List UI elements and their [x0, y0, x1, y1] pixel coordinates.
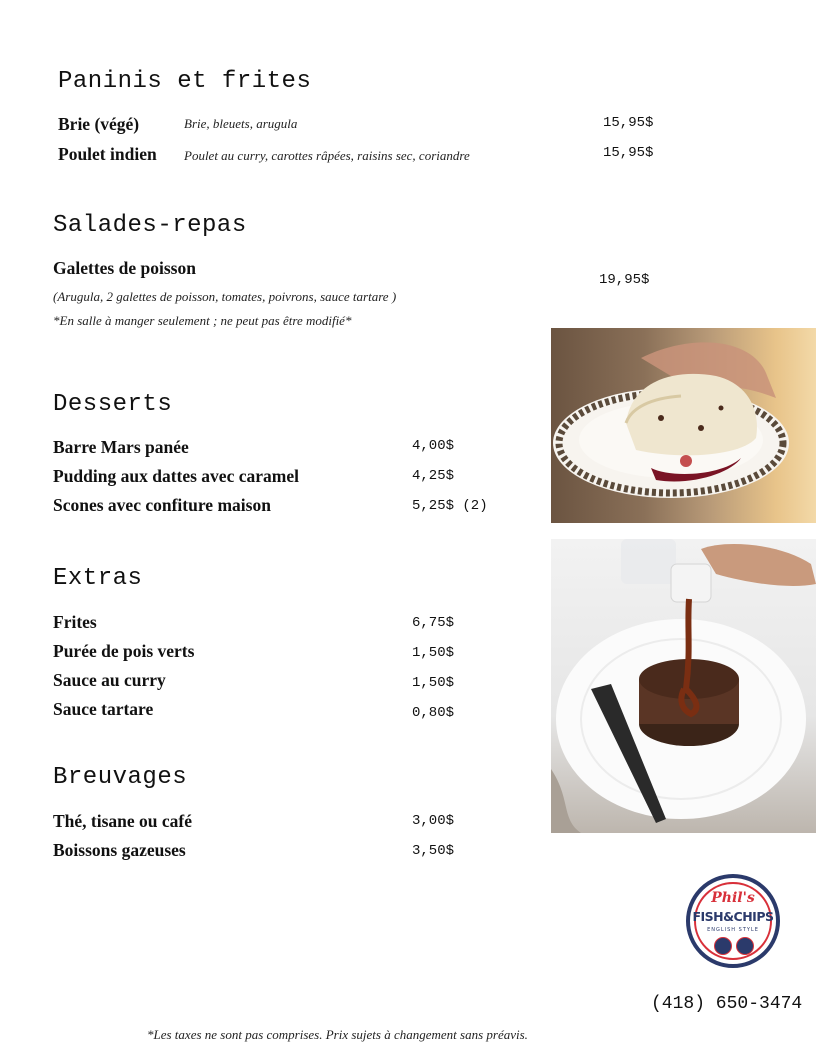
phils-fish-and-chips-logo [686, 874, 780, 968]
item-name-brie: Brie (végé) [58, 114, 140, 134]
item-name-galettes: Galettes de poisson [53, 258, 196, 278]
item-price-boissons: 3,50$ [412, 843, 455, 859]
scone-on-plate-photo [551, 328, 816, 523]
pudding-with-caramel-photo [551, 539, 816, 833]
item-price-frites: 6,75$ [412, 615, 455, 631]
item-name-poulet-indien: Poulet indien [58, 144, 157, 164]
item-name-puree: Purée de pois verts [53, 641, 195, 661]
item-note-galettes: *En salle à manger seulement ; ne peut pas être modifié* [53, 313, 352, 328]
item-price-poulet-indien: 15,95$ [603, 145, 654, 161]
item-name-frites: Frites [53, 612, 97, 632]
item-desc-poulet-indien: Poulet au curry, carottes râpées, raisins sec, coriandre [184, 148, 470, 163]
logo-script-text: Phil's [711, 890, 755, 906]
item-name-boissons: Boissons gazeuses [53, 840, 186, 860]
item-price-sauce-tartare: 0,80$ [412, 705, 455, 721]
item-desc-galettes: (Arugula, 2 galettes de poisson, tomates, poivrons, sauce tartare ) [53, 289, 397, 304]
item-name-barre-mars: Barre Mars panée [53, 437, 189, 457]
item-name-the: Thé, tisane ou café [53, 811, 193, 831]
uk-flag-icon [714, 937, 732, 955]
item-desc-brie: Brie, bleuets, arugula [184, 116, 298, 131]
item-name-pudding: Pudding aux dattes avec caramel [53, 466, 299, 486]
item-price-puree: 1,50$ [412, 645, 455, 661]
phone-number: (418) 650-3474 [651, 994, 803, 1014]
item-price-the: 3,00$ [412, 813, 455, 829]
logo-main-text: FISH&CHIPS [692, 909, 774, 924]
item-price-sauce-curry: 1,50$ [412, 675, 455, 691]
section-title-paninis: Paninis et frites [58, 68, 312, 95]
item-name-sauce-tartare: Sauce tartare [53, 699, 154, 719]
logo-sub-text: ENGLISH STYLE [707, 927, 759, 933]
item-price-galettes: 19,95$ [599, 272, 650, 288]
item-price-scones: 5,25$ (2) [412, 498, 488, 514]
item-name-sauce-curry: Sauce au curry [53, 670, 166, 690]
footer-disclaimer: *Les taxes ne sont pas comprises. Prix sujets à changement sans préavis. [147, 1027, 528, 1042]
item-price-brie: 15,95$ [603, 115, 654, 131]
section-title-breuvages: Breuvages [53, 764, 188, 791]
section-title-extras: Extras [53, 565, 143, 592]
item-price-pudding: 4,25$ [412, 468, 455, 484]
section-title-salades: Salades-repas [53, 212, 247, 239]
item-price-barre-mars: 4,00$ [412, 438, 455, 454]
item-name-scones: Scones avec confiture maison [53, 495, 271, 515]
uk-flag-icon-2 [736, 937, 754, 955]
section-title-desserts: Desserts [53, 391, 173, 418]
